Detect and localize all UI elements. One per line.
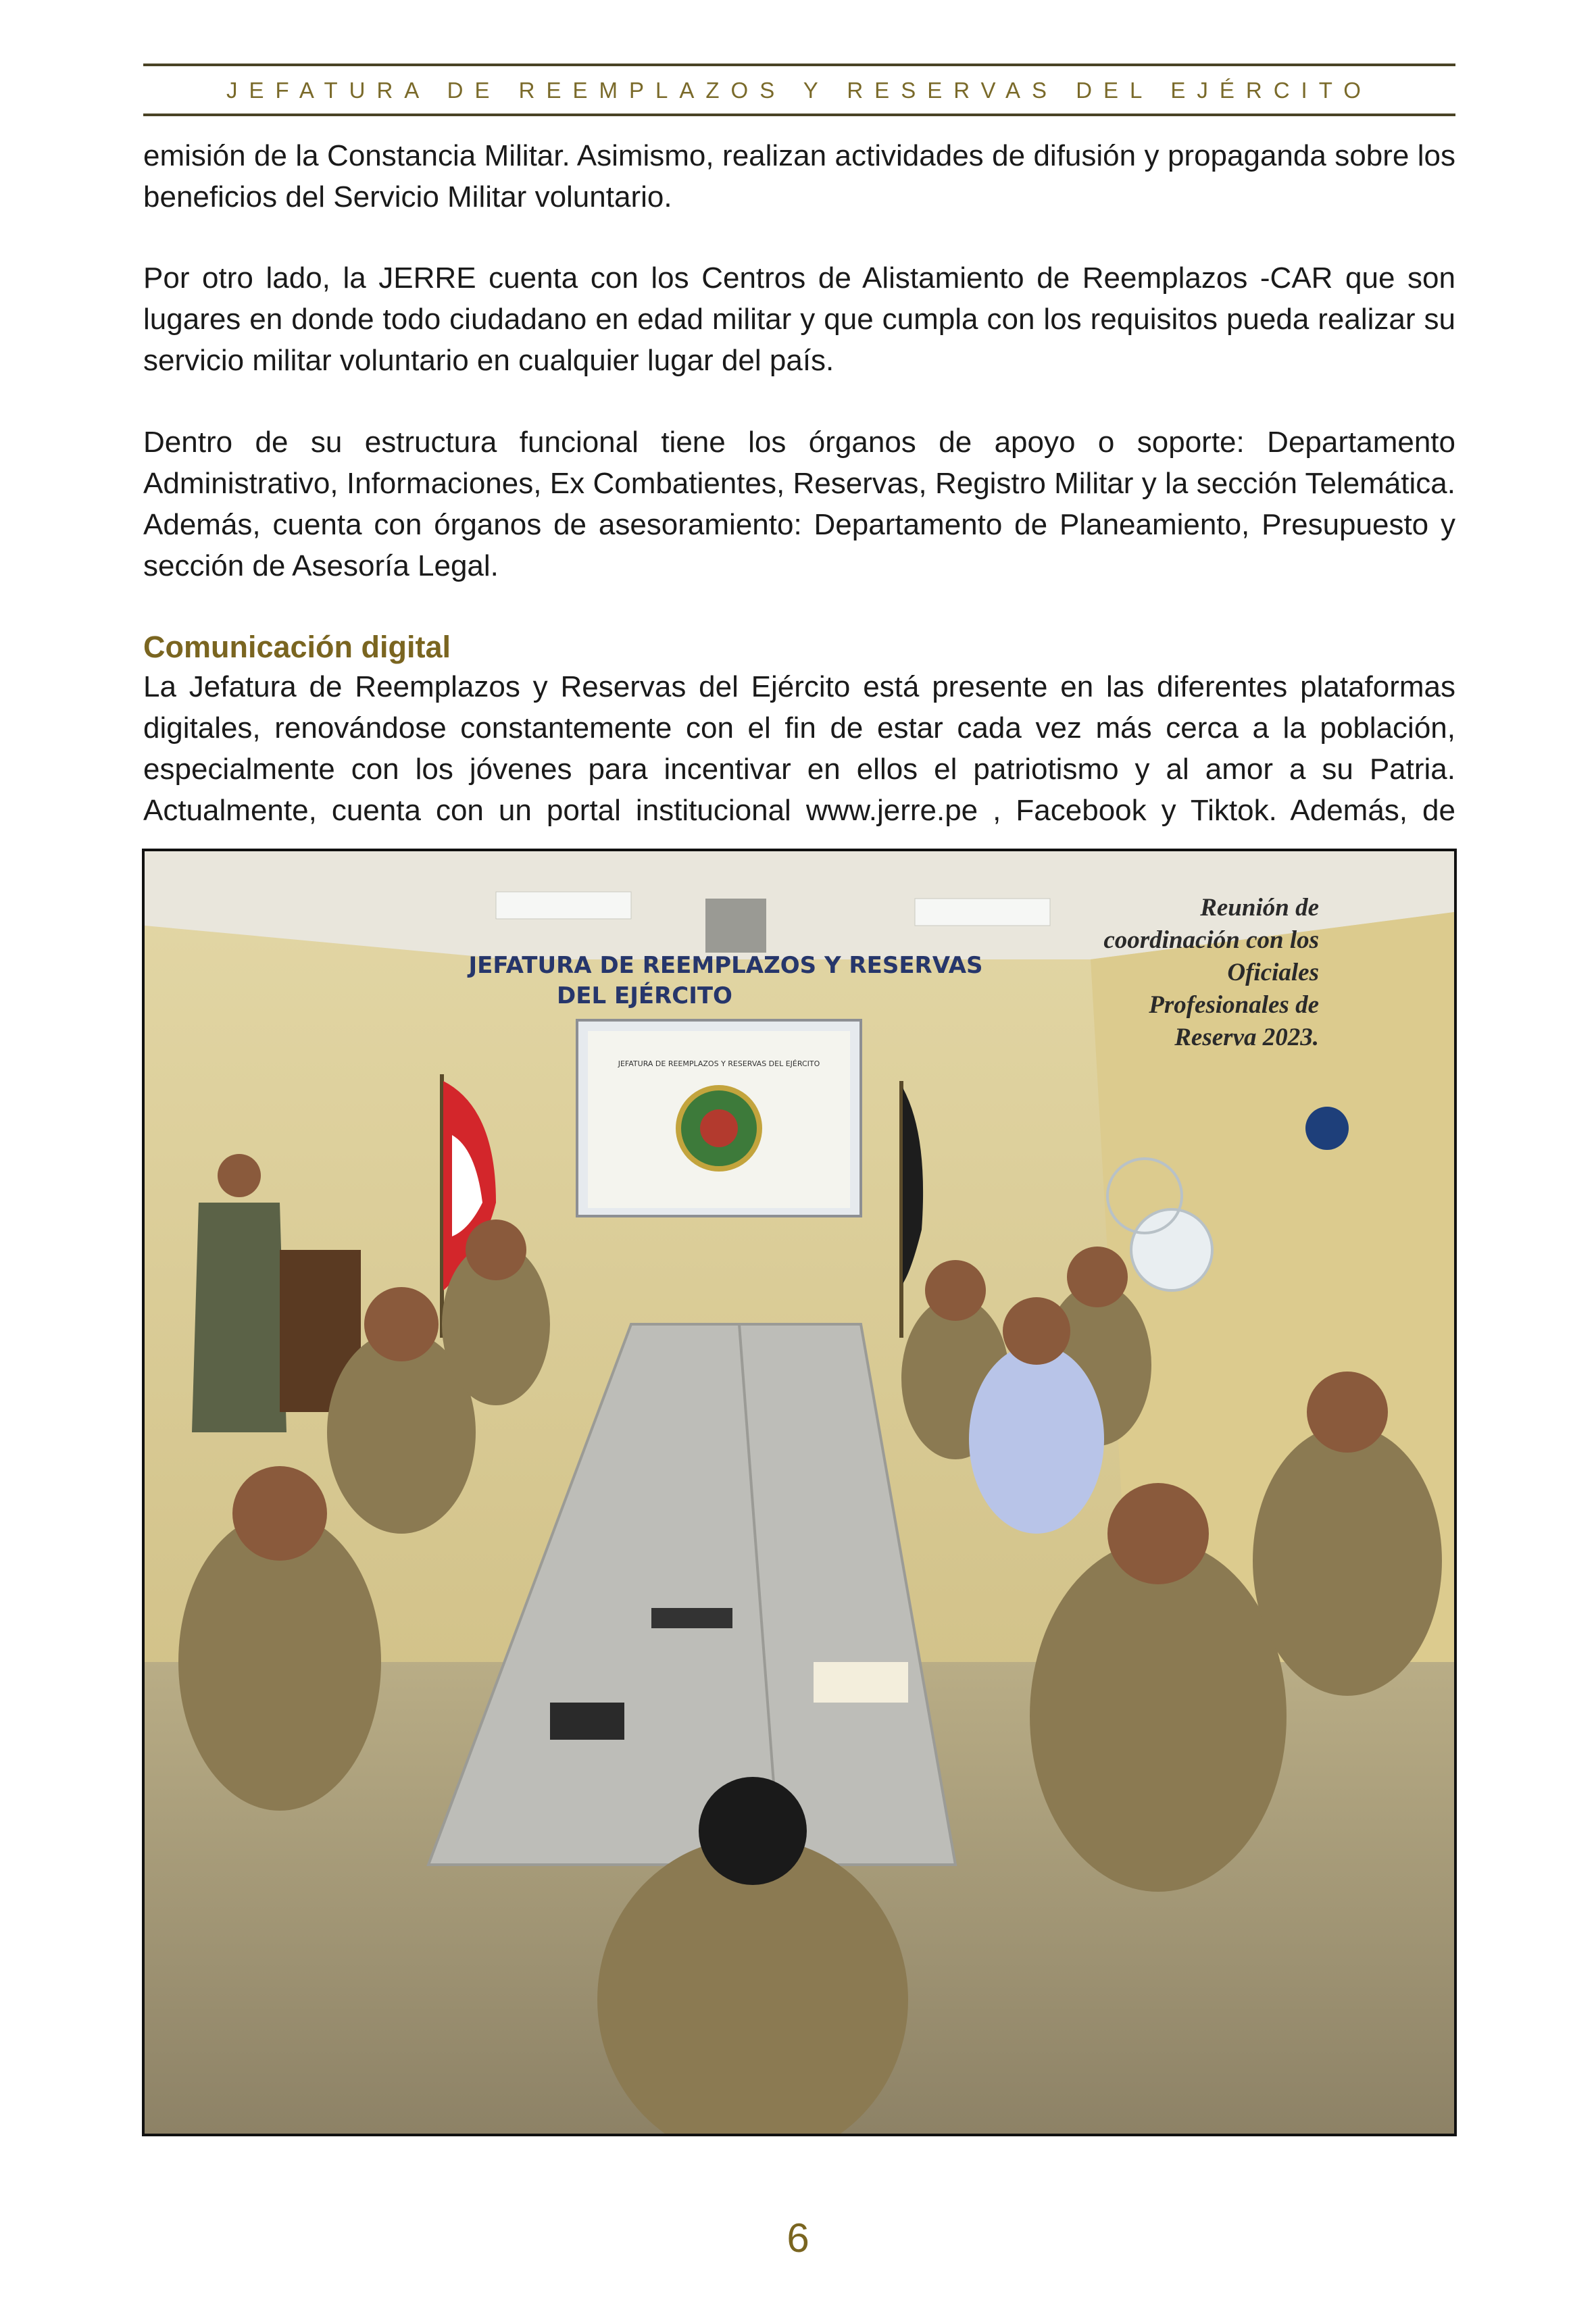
civilian-head xyxy=(1003,1297,1070,1365)
emblem-center xyxy=(700,1109,738,1147)
body-paragraph-4: La Jefatura de Reemplazos y Reservas del Ejército está presente en las diferentes plataformas digitales, renovándose constantemente con el fin de estar cada vez más cerca a la población, especialmente con los jóvenes para incentivar en ellos el patriotismo y al amor a su Patria. Actualmente, cuenta con un portal institucional www.jerre.pe , Facebook y Tiktok. Además, de xyxy=(143,670,1455,827)
header-top-rule xyxy=(143,64,1455,66)
header-bottom-rule xyxy=(143,114,1455,116)
civilian-shirt xyxy=(969,1344,1104,1534)
officer-left-1-head xyxy=(364,1287,439,1361)
sign-icon xyxy=(1305,1107,1349,1150)
photo-caption: Reunión de coordinación con los Oficiales Profesionales de Reserva 2023. xyxy=(1103,894,1319,1051)
running-header: JEFATURA DE REEMPLAZOS Y RESERVAS DEL EJÉRCITO xyxy=(226,78,1372,103)
screen-title: JEFATURA DE REEMPLAZOS Y RESERVAS DEL EJÉRCITO xyxy=(618,1059,820,1068)
wall-sign-line-1: JEFATURA DE REEMPLAZOS Y RESERVAS xyxy=(468,952,983,979)
officer-right-2 xyxy=(1253,1426,1442,1696)
ceiling-light-left xyxy=(496,892,631,919)
tablet-on-table xyxy=(550,1703,624,1740)
laptop-on-table xyxy=(651,1608,732,1628)
standing-officer xyxy=(192,1203,286,1432)
page-number: 6 xyxy=(787,2215,809,2261)
body-paragraph-2: Por otro lado, la JERRE cuenta con los Centros de Alistamiento de Reemplazos -CAR que son lugares en donde todo ciudadano en edad militar y que cumpla con los requisitos pueda realizar su servicio militar voluntario en cualquier lugar del país. xyxy=(143,261,1455,377)
officer-left-3-head xyxy=(466,1219,526,1280)
officer-left-2-head xyxy=(232,1466,327,1561)
officer-right-3-head xyxy=(925,1260,986,1321)
body-paragraph-1: emisión de la Constancia Militar. Asimismo, realizan actividades de difusión y propaganda sobre los beneficios del Servicio Militar voluntario. xyxy=(143,139,1455,213)
wall-sign-line-2: DEL EJÉRCITO xyxy=(557,982,732,1009)
section-heading: Comunicación digital xyxy=(143,630,451,664)
officer-right-2-head xyxy=(1307,1372,1388,1453)
standing-officer-head xyxy=(218,1154,261,1197)
officer-right-1-head xyxy=(1107,1483,1209,1584)
notebook-on-table xyxy=(814,1662,908,1703)
projector xyxy=(705,899,766,953)
foreground-officer-hair xyxy=(699,1777,807,1885)
officer-right-1 xyxy=(1030,1540,1287,1892)
ceiling-light-right xyxy=(915,899,1050,926)
officer-right-4-head xyxy=(1067,1247,1128,1307)
body-paragraph-3: Dentro de su estructura funcional tiene los órganos de apoyo o soporte: Departamento Administrativo, Informaciones, Ex Combatientes, Reservas, Registro Militar y la sección Telemática. Además, cuenta con órganos de asesoramiento: Departamento de Planeamiento, Presupuesto y sección de Asesoría Legal. xyxy=(143,426,1455,582)
meeting-photo xyxy=(142,849,1457,2136)
